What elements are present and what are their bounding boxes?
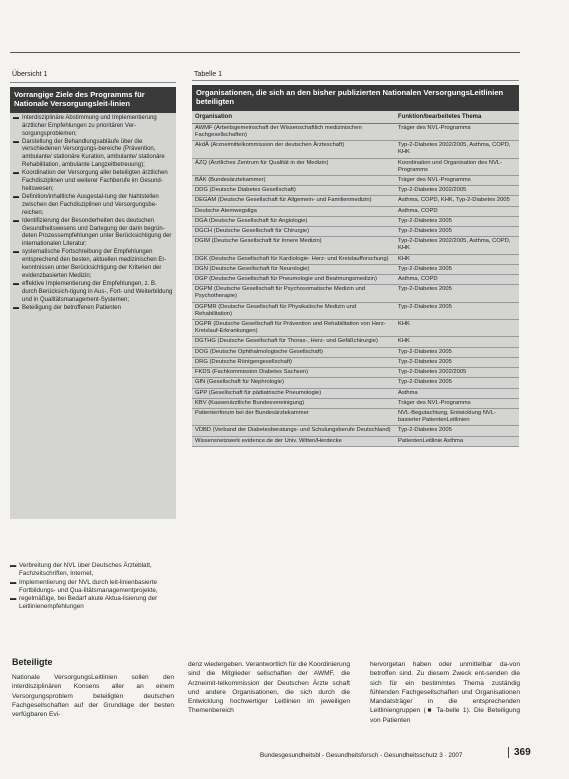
table-row xyxy=(192,159,519,176)
overview-title: Vorrangige Ziele des Programms für Nationale Versorgungsleit-linien xyxy=(10,87,176,113)
topic-cell: Typ-2-Diabetes 2005 xyxy=(398,358,452,365)
table-row xyxy=(192,303,519,320)
overview-box xyxy=(10,70,176,538)
table-rows xyxy=(192,124,519,447)
table-row xyxy=(192,227,519,237)
list-item xyxy=(10,579,176,596)
top-rule xyxy=(10,52,520,53)
organization-cell: DGPM (Deutsche Gesellschaft für Psychosomatische Medizin und Psychotherapie) xyxy=(195,286,366,300)
topic-cell: Typ-2-Diabetes 2005 xyxy=(398,348,452,355)
topic-cell: Typ-2-Diabetes 2002/2005 xyxy=(398,187,467,194)
list-item-text: effektive Implementierung der Empfehlungen, z. B. durch Berücksich-tigung in Aus-, Fort- und Weiterbildung und in Qualitätsmanagement-Systemen; xyxy=(22,280,173,303)
table-row xyxy=(192,207,519,217)
topic-cell: Typ-2-Diabetes 2005 xyxy=(398,265,452,272)
organization-cell: Patientenforum bei der Bundesärztekammer xyxy=(195,409,309,416)
table-row xyxy=(192,196,519,206)
topic-cell: Asthma, COPD xyxy=(398,207,438,214)
organization-cell: DGTHG (Deutsche Gesellschaft für Thorax-, Herz- und Gefäßchirurgie) xyxy=(195,338,378,345)
table-row xyxy=(192,358,519,368)
bullet-icon: ▬ xyxy=(13,249,19,256)
table-row xyxy=(192,176,519,186)
list-item xyxy=(13,305,173,313)
bullet-icon: ▬ xyxy=(13,138,19,145)
organization-cell: BÄK (Bundesärztekammer) xyxy=(195,177,266,184)
list-item-text: Darstellung der Behandlungsabläufe über die verschiedenen Versorgungs-bereiche (Prävention, ambulante/ stationäre Kuration, ambulante/ stationäre Rehabilitation, ambulante Langzeitbetreuung); xyxy=(22,138,165,169)
topic-cell: Asthma, COPD, KHK, Typ-2-Diabetes 2005 xyxy=(398,197,510,204)
column-header-topic: Funktion/bearbeitetes Thema xyxy=(398,113,482,120)
list-item-text: Beteiligung der betroffenen Patienten xyxy=(22,304,121,311)
organization-cell: Deutsche Atemwegsliga xyxy=(195,207,257,214)
organization-cell: DGP (Deutsche Gesellschaft für Pneumologie und Beatmungsmedizin) xyxy=(195,276,377,283)
organization-cell: DGPMR (Deutsche Gesellschaft für Physikalische Medizin und Rehabilitation) xyxy=(195,303,357,317)
organization-cell: DGA (Deutsche Gesellschaft für Angiologie) xyxy=(195,217,308,224)
topic-cell: Typ-2-Diabetes 2005 xyxy=(398,427,452,434)
list-item xyxy=(13,281,173,305)
list-item xyxy=(13,249,173,281)
organization-cell: KBV (Kassenärztliche Bundesvereinigung) xyxy=(195,399,305,406)
page-number: 369 xyxy=(508,747,531,758)
topic-cell: Typ-2-Diabetes 2005 xyxy=(398,228,452,235)
bullet-icon: ▬ xyxy=(13,280,19,287)
body-column-3: hervorgetan haben oder unmittelbar da-von betroffen sind. Zu diesem Zweck ent-senden die sich für ein bestimmtes Thema zuständig fühlenden Fachgesellschaften und Organisationen Mandatsträger in die entsprechenden Leitliniengruppen (■ Ta-belle 1). Die Beteiligung von Patienten xyxy=(370,661,520,724)
table-header-row xyxy=(192,111,519,124)
topic-cell: KHK xyxy=(398,338,410,345)
organization-cell: DGCH (Deutsche Gesellschaft für Chirurgie) xyxy=(195,228,310,235)
list-item-text: systematische Fortschreibung der Empfehlungen entsprechend den besten, aktuellen medizinischen Er-kenntnissen unter Berücksichtigung der Kriterien der evidenzbasierten Medizin; xyxy=(22,249,167,279)
topic-cell: Typ-2-Diabetes 2002/2005 xyxy=(398,369,467,376)
bullet-icon: ▬ xyxy=(13,114,19,121)
topic-cell: Träger des NVL-Programms xyxy=(398,124,471,131)
topic-cell: PatientenLeitlinie Asthma xyxy=(398,437,464,444)
topic-cell: KHK xyxy=(398,321,410,328)
table-caption: Tabelle 1 xyxy=(192,70,519,81)
table-row xyxy=(192,217,519,227)
list-item xyxy=(10,595,176,612)
table-row xyxy=(192,426,519,436)
table-row xyxy=(192,437,519,447)
table-row xyxy=(192,399,519,409)
organization-cell: DGPR (Deutsche Gesellschaft für Prävention und Rehabilitation von Herz-Kreislauf-Erkrankungen) xyxy=(195,321,386,335)
topic-cell: Asthma, COPD xyxy=(398,276,438,283)
list-item-text: Identifizierung der Besonderheiten des deutschen Gesundheitswesens und Darlegung der darin begrün-deten Prozessempfehlungen unter Berücksichtigung der internationalen Literatur; xyxy=(22,217,172,248)
table-row xyxy=(192,409,519,426)
organization-cell: DDG (Deutsche Diabetes Gesellschaft) xyxy=(195,187,296,194)
organization-cell: DGK (Deutsche Gesellschaft für Kardiologie- Herz- und Kreislaufforschung) xyxy=(195,255,389,262)
organization-cell: DGIM (Deutsche Gesellschaft für Innere Medizin) xyxy=(195,238,322,245)
organization-cell: FKDS (Fachkommission Diabetes Sachsen) xyxy=(195,369,309,376)
topic-cell: NVL-Begutachtung, Entwicklung NVL-basierter PatientenLeitlinien xyxy=(398,409,496,424)
table-body xyxy=(192,111,519,447)
journal-footer: Bundesgesundheitsbl - Gesundheitsforsch - Gesundheitsschutz 3 · 2007 xyxy=(260,752,463,759)
bullet-icon: ▬ xyxy=(13,193,19,200)
organization-cell: AkdÄ (Arzneimittelkommission der deutschen Ärzteschaft) xyxy=(195,142,345,149)
table-row xyxy=(192,378,519,388)
organization-cell: DOG (Deutsche Ophthalmologische Gesellschaft) xyxy=(195,348,323,355)
list-item-text: Definition/inhaltliche Ausgestal-tung der Nahtstellen zwischen den Fachdisziplinen und Versorgungsbe-reichen; xyxy=(22,193,159,216)
topic-cell: Typ-2-Diabetes 2005 xyxy=(398,303,452,310)
table-row xyxy=(192,285,519,302)
table-row xyxy=(192,186,519,196)
table-row xyxy=(192,237,519,254)
overview-caption: Übersicht 1 xyxy=(10,70,176,83)
bullet-icon: ▬ xyxy=(13,304,19,311)
topic-cell: Typ-2-Diabetes 2005 xyxy=(398,217,452,224)
topic-cell: Träger des NVL-Programms xyxy=(398,177,471,184)
section-heading: Beteiligte xyxy=(12,657,53,667)
organization-cell: GfN (Gesellschaft für Nephrologie) xyxy=(195,379,284,386)
list-item xyxy=(13,194,173,218)
organization-cell: DGN (Deutsche Gesellschaft für Neurologie) xyxy=(195,265,310,272)
topic-cell: Typ-2-Diabetes 2005 xyxy=(398,379,452,386)
organizations-table xyxy=(192,70,519,447)
table-row xyxy=(192,141,519,158)
organization-cell: DEGAM (Deutsche Gesellschaft für Allgemein- und Familienmedizin) xyxy=(195,197,372,204)
bullet-icon: ▬ xyxy=(10,595,17,603)
table-row xyxy=(192,124,519,141)
bullet-icon: ▬ xyxy=(13,170,19,177)
list-item-text: Koordination der Versorgung aller beteiligten ärztlichen Fachdisziplinen und weiterer Fachberufe im Gesund-heitswesen; xyxy=(22,170,168,192)
list-item-text: regelmäßige, bei Bedarf akute Aktua-lisierung der Leitlinienempfehlungen xyxy=(19,595,158,611)
list-item xyxy=(10,562,176,579)
table-row xyxy=(192,265,519,275)
table-row xyxy=(192,255,519,265)
list-item xyxy=(13,218,173,250)
bullet-icon: ▬ xyxy=(10,578,17,586)
column-header-organization: Organisation xyxy=(195,113,233,120)
continuation-list xyxy=(10,562,176,612)
topic-cell: Typ-2-Diabetes 2002/2005, Asthma, COPD, KHK xyxy=(398,142,511,156)
table-row xyxy=(192,389,519,399)
body-column-2: denz wiedergeben. Verantwortlich für die Koordinierung sind die Mitglieder sellschaften der AWMF, die Arzneimit-telkommission der Deutschen Ärzte schaft und andere Organisationen, die sich durch die Entwicklung hochwertiger Leitlinien im jeweiligen Themenbereich xyxy=(188,661,351,715)
table-title: Organisationen, die sich an den bisher publizierten Nationalen VersorgungsLeitlinien beteiligten xyxy=(192,85,519,111)
table-row xyxy=(192,320,519,337)
topic-cell: Koordination und Organisation des NVL-Programms xyxy=(398,159,503,173)
topic-cell: Träger des NVL-Programms xyxy=(398,399,471,406)
topic-cell: Typ-2-Diabetes 2002/2005, Asthma, COPD, KHK xyxy=(398,238,511,252)
table-row xyxy=(192,368,519,378)
list-item xyxy=(13,115,173,139)
organization-cell: ÄZQ (Ärztliches Zentrum für Qualität in der Medizin) xyxy=(195,159,329,166)
organization-cell: Wissensnetzwerk evidence.de der Univ. Witten/Herdecke xyxy=(195,437,342,444)
organization-cell: VDBD (Verband der Diabetesberatungs- und Schulungsberufe Deutschland) xyxy=(195,427,391,434)
table-row xyxy=(192,275,519,285)
organization-cell: DRG (Deutsche Röntgengesellschaft) xyxy=(195,358,292,365)
topic-cell: Typ-2-Diabetes 2005 xyxy=(398,286,452,293)
organization-cell: GPP (Gesellschaft für pädiatrische Pneumologie) xyxy=(195,389,322,396)
bullet-icon: ▬ xyxy=(10,562,17,569)
bullet-icon: ▬ xyxy=(13,217,19,224)
topic-cell: Asthma xyxy=(398,389,418,396)
organization-cell: AWMF (Arbeitsgemeinschaft der Wissenschaftlich medizinischen Fachgesellschaften) xyxy=(195,124,362,139)
overview-list xyxy=(10,113,176,519)
body-column-1: Nationale VersorgungsLeitlinien sollen den interdisziplinären Konsens aller an einem Versorgungsproblem beteiligten deutschen Fachgesellschaften auf der Grundlage der besten verfügbaren Evi- xyxy=(12,674,174,719)
list-item-text: Interdisziplinäre Abstimmung und Implementierung ärztlicher Empfehlungen zu prioritären Ver-sorgungsproblemen; xyxy=(22,114,157,137)
table-row xyxy=(192,337,519,347)
list-item xyxy=(13,170,173,194)
list-item-text: Verbreitung der NVL über Deutsches Ärzteblatt, Fachzeitschriften, Internet, xyxy=(19,562,152,578)
list-item xyxy=(13,139,173,171)
list-item-text: Implementierung der NVL durch leit-linienbasierte Fortbildungs- und Qua-litätsmanagementprojekte, xyxy=(19,578,158,594)
table-row xyxy=(192,348,519,358)
topic-cell: KHK xyxy=(398,255,410,262)
